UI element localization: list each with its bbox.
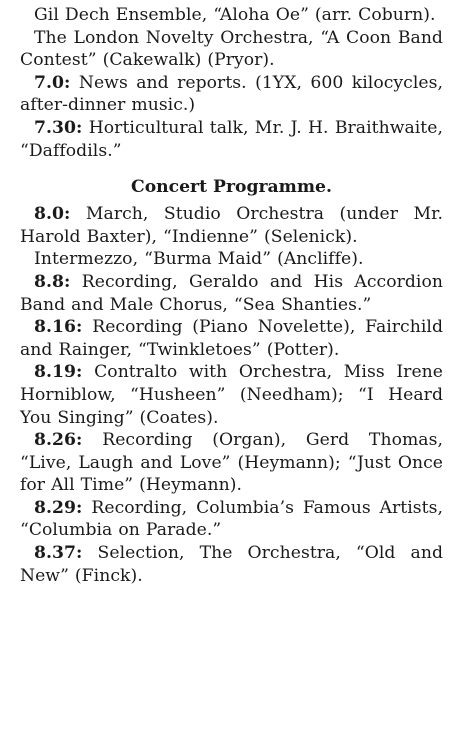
entry-time: 8.8:	[34, 271, 71, 292]
entry-time: 8.29:	[34, 497, 83, 518]
programme-entry	[20, 429, 443, 497]
entry-text: March, Studio Orchestra (under Mr. Harold Baxter), “Indienne” (Selenick).	[20, 204, 444, 247]
entry-text: Intermezzo, “Burma Maid” (Ancliffe).	[34, 249, 364, 270]
programme-entry	[20, 497, 443, 542]
entry-time: 7.30:	[34, 117, 83, 138]
entry-time: 7.0:	[34, 72, 71, 93]
programme-entry	[20, 27, 443, 72]
entry-text: Recording, Geraldo and His Accordion Band and Male Chorus, “Sea Shanties.”	[20, 271, 443, 315]
programme-entry	[20, 4, 443, 27]
entry-text: Recording (Organ), Gerd Thomas, “Live, Laugh and Love” (Heymann); “Just Once for All Time” (Heymann).	[20, 430, 443, 496]
entry-text: Contralto with Orchestra, Miss Irene Horniblow, “Husheen” (Needham); “I Heard You Singing” (Coates).	[20, 362, 444, 428]
entry-text: Recording (Piano Novelette), Fairchild and Rainger, “Twinkletoes” (Potter).	[20, 317, 443, 360]
section-heading: Concert Programme.	[131, 177, 332, 198]
entry-time: 8.37:	[34, 543, 83, 564]
entry-time: 8.19:	[34, 362, 83, 383]
entry-time: 8.16:	[34, 317, 83, 338]
entry-time: 8.26:	[34, 430, 83, 451]
entry-text: Recording, Columbia’s Famous Artists, “Columbia on Parade.”	[20, 497, 444, 541]
entry-text: Gil Dech Ensemble, “Aloha Oe” (arr. Coburn).	[34, 5, 436, 25]
programme-entry	[20, 203, 443, 248]
programme-entry	[20, 542, 443, 587]
programme-entry	[20, 248, 443, 271]
programme-entry	[20, 72, 443, 117]
programme-entry	[20, 361, 443, 429]
programme-entry	[20, 271, 443, 316]
programme-entry	[20, 117, 443, 162]
entry-text: Horticultural talk, Mr. J. H. Braithwaite, “Daffodils.”	[20, 117, 443, 161]
entry-time: 8.0:	[34, 204, 71, 225]
programme-entry	[20, 316, 443, 361]
entry-text: The London Novelty Orchestra, “A Coon Band Contest” (Cakewalk) (Pryor).	[20, 27, 443, 71]
entry-text: News and reports. (1YX, 600 kilocycles, after-dinner music.)	[20, 72, 444, 116]
entry-text: Selection, The Orchestra, “Old and New” (Finck).	[20, 543, 444, 586]
